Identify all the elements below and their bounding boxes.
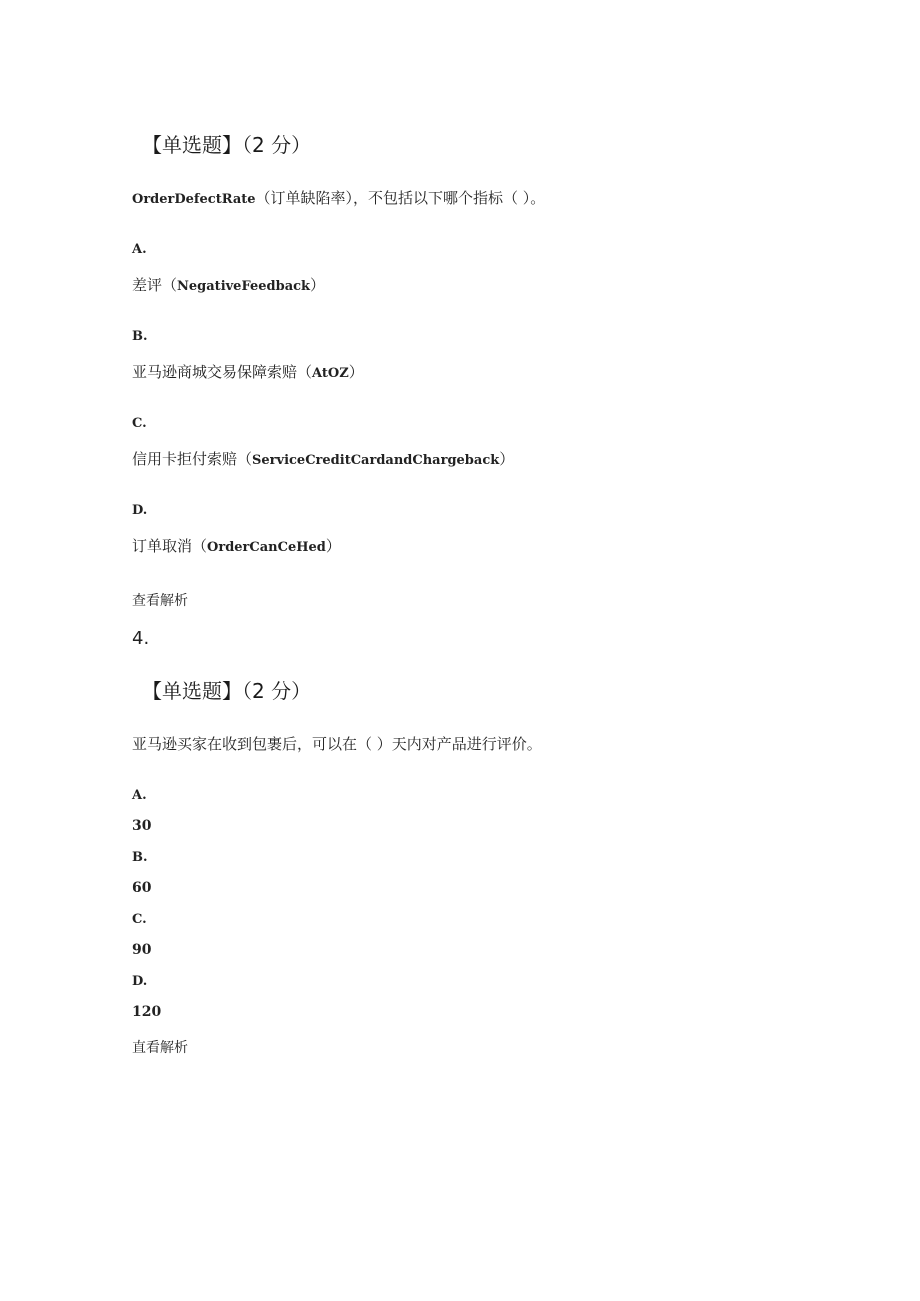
stem-latin-term: OrderDefectRate — [132, 192, 256, 207]
question-number: 4. — [132, 628, 150, 649]
option-close: ） — [348, 363, 364, 381]
option-letter-b: B. — [132, 329, 148, 344]
option-text-c[interactable] — [132, 452, 514, 467]
option-text-d[interactable] — [132, 539, 341, 554]
option-letter-d: D. — [132, 974, 148, 989]
option-close: ） — [325, 537, 341, 555]
option-letter-b: B. — [132, 850, 148, 865]
option-value-a[interactable]: 30 — [132, 818, 152, 834]
stem-text: （订单缺陷率），不包括以下哪个指标（ ）。 — [255, 189, 546, 207]
option-text-a[interactable] — [132, 278, 325, 293]
option-letter-c: C. — [132, 912, 147, 927]
option-value-b[interactable]: 60 — [132, 880, 152, 896]
question-type-label: 【单选题】（2 分） — [142, 679, 312, 703]
option-cn: 订单取消（ — [132, 537, 208, 555]
option-letter-d: D. — [132, 503, 148, 518]
option-cn: 差评（ — [132, 276, 178, 294]
view-analysis-link[interactable]: 直看解析 — [132, 1040, 188, 1056]
option-value-c[interactable]: 90 — [132, 942, 152, 958]
option-text-b[interactable] — [132, 365, 364, 380]
option-latin: NegativeFeedback — [177, 279, 311, 294]
option-latin: AtOZ — [312, 366, 349, 381]
option-close: ） — [310, 276, 326, 294]
question-stem: 亚马逊买家在收到包裹后，可以在（ ）天内对产品进行评价。 — [132, 735, 542, 753]
option-letter-c: C. — [132, 416, 147, 431]
question-stem — [132, 191, 545, 206]
option-value-d[interactable]: 120 — [132, 1004, 162, 1020]
option-cn: 信用卡拒付索赔（ — [132, 450, 253, 468]
option-letter-a: A. — [132, 242, 147, 257]
question-type-label: 【单选题】（2 分） — [142, 133, 312, 157]
option-latin: OrderCanCeHed — [207, 540, 326, 555]
option-letter-a: A. — [132, 788, 147, 803]
view-analysis-link[interactable]: 查看解析 — [132, 593, 188, 609]
option-cn: 亚马逊商城交易保障索赔（ — [132, 363, 313, 381]
option-latin: ServiceCreditCardandChargeback — [252, 453, 500, 468]
option-close: ） — [499, 450, 515, 468]
